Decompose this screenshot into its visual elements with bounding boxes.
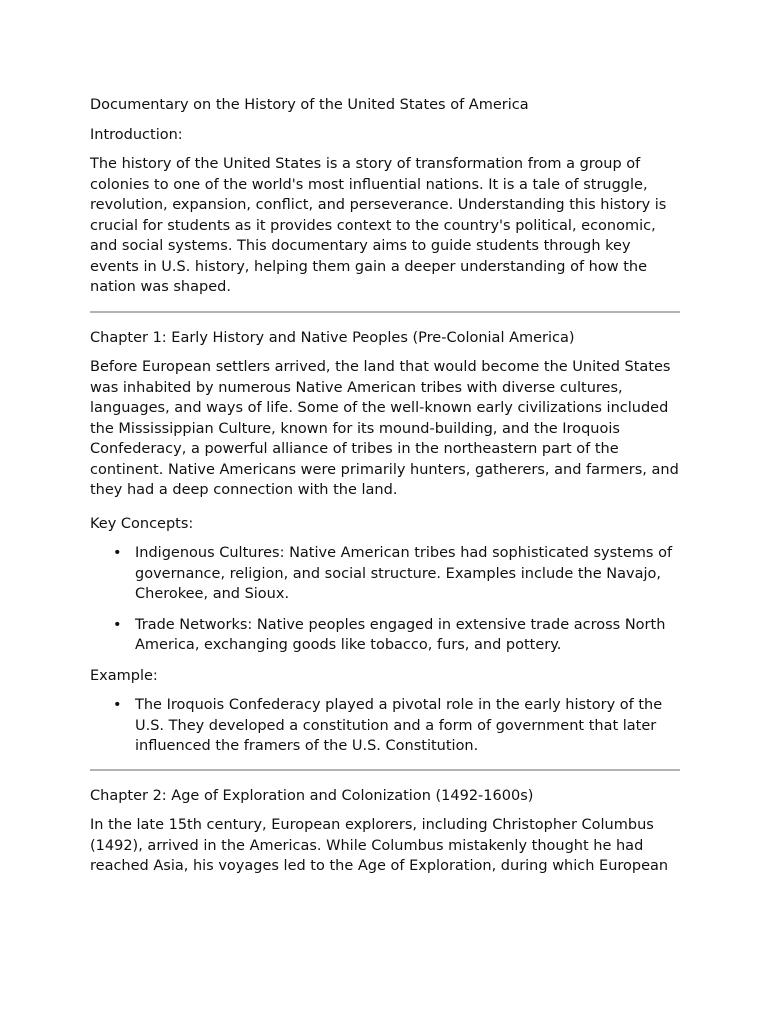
- list-item: [90, 615, 680, 656]
- chapter-2-heading: Chapter 2: Age of Exploration and Colonization (1492-1600s): [90, 787, 534, 804]
- key-concepts-heading: Key Concepts:: [90, 515, 194, 532]
- list-item-text: Indigenous Cultures: Native American tribes had sophisticated systems of governance, religion, and social structure. Examples include the Navajo, Cherokee, and Sioux.: [135, 545, 673, 602]
- section-divider: [90, 769, 680, 771]
- section-divider: [90, 311, 680, 313]
- list-item: [90, 543, 680, 605]
- bullet-icon: •: [113, 545, 122, 561]
- list-item-text: The Iroquois Confederacy played a pivotal role in the early history of the U.S. They developed a constitution and a form of government that later influenced the framers of the U.S. Constitution.: [135, 697, 663, 754]
- introduction-paragraph: The history of the United States is a story of transformation from a group of colonies to one of the world's most influential nations. It is a tale of struggle, revolution, expansion, conflict, and perseverance. Understanding this history is crucial for students as it provides context to the country's political, economic, and social systems. This documentary aims to guide students through key events in U.S. history, helping them gain a deeper understanding of how the nation was shaped.: [90, 156, 667, 295]
- example-list: [90, 695, 680, 757]
- example-heading: Example:: [90, 667, 158, 684]
- bullet-icon: •: [113, 697, 122, 713]
- list-item: [90, 695, 680, 757]
- document-title: Documentary on the History of the United States of America: [90, 97, 529, 113]
- chapter-2-paragraph: In the late 15th century, European explorers, including Christopher Columbus (1492), arrived in the Americas. While Columbus mistakenly thought he had reached Asia, his voyages led to the Age of Exploration, during which European: [90, 817, 669, 874]
- bullet-icon: •: [113, 616, 122, 633]
- key-concepts-list: [90, 543, 680, 656]
- chapter-1-heading: Chapter 1: Early History and Native Peoples (Pre-Colonial America): [90, 329, 575, 346]
- list-item-text: Trade Networks: Native peoples engaged in extensive trade across North America, exchanging goods like tobacco, furs, and pottery.: [135, 616, 666, 653]
- chapter-1-paragraph: Before European settlers arrived, the land that would become the United States was inhabited by numerous Native American tribes with diverse cultures, languages, and ways of life. Some of the well-known early civilizations included the Mississippian Culture, known for its mound-building, and the Iroquois Confederacy, a powerful alliance of tribes in the northeastern part of the continent. Native Americans were primarily hunters, gatherers, and farmers, and they had a deep connection with the land.: [90, 359, 679, 498]
- introduction-heading: Introduction:: [90, 126, 183, 143]
